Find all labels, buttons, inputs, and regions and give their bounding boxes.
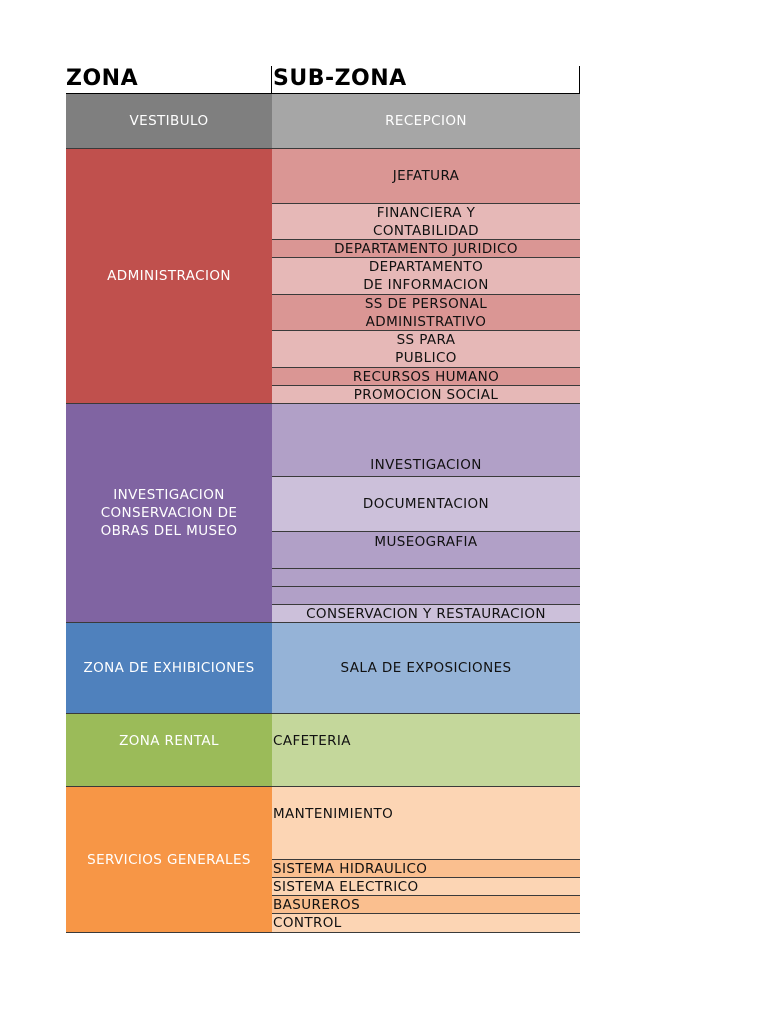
sub-mantenimiento: MANTENIMIENTO — [272, 787, 580, 860]
sub-conservacion-restauracion: CONSERVACION Y RESTAURACION — [272, 605, 580, 623]
sub-jefatura: JEFATURA — [272, 149, 580, 204]
sub-investigacion: INVESTIGACION — [272, 404, 580, 477]
sub-ss-personal: SS DE PERSONAL ADMINISTRATIVO — [272, 295, 580, 331]
header-divider — [271, 66, 272, 94]
zone-investigacion: INVESTIGACION CONSERVACION DE OBRAS DEL MUSEO — [66, 404, 272, 623]
zone-vestibulo: VESTIBULO — [66, 94, 272, 149]
sub-sistema-hidraulico: SISTEMA HIDRAULICO — [272, 860, 580, 878]
zone-servicios: SERVICIOS GENERALES — [66, 787, 272, 933]
sub-financiera: FINANCIERA Y CONTABILIDAD — [272, 204, 580, 240]
zone-rental: ZONA RENTAL — [66, 714, 272, 787]
zone-exhibiciones: ZONA DE EXHIBICIONES — [66, 623, 272, 714]
sub-documentacion: DOCUMENTACION — [272, 477, 580, 532]
sub-informacion: DEPARTAMENTO DE INFORMACION — [272, 258, 580, 295]
sub-juridico: DEPARTAMENTO JURIDICO — [272, 240, 580, 258]
sub-empty-2 — [272, 587, 580, 605]
sub-promocion-social: PROMOCION SOCIAL — [272, 386, 580, 404]
sub-zona-header: SUB-ZONA — [273, 66, 407, 91]
sub-basureros: BASUREROS — [272, 896, 580, 914]
sub-sala-exposiciones: SALA DE EXPOSICIONES — [272, 623, 580, 714]
zone-administracion: ADMINISTRACION — [66, 149, 272, 404]
sub-cafeteria: CAFETERIA — [272, 714, 580, 787]
sub-recepcion: RECEPCION — [272, 94, 580, 149]
zona-header: ZONA — [66, 66, 139, 91]
sub-recursos-humano: RECURSOS HUMANO — [272, 368, 580, 386]
sub-empty-1 — [272, 569, 580, 587]
sub-sistema-electrico: SISTEMA ELECTRICO — [272, 878, 580, 896]
sub-ss-publico: SS PARA PUBLICO — [272, 331, 580, 368]
sub-control: CONTROL — [272, 914, 580, 933]
sub-museografia: MUSEOGRAFIA — [272, 532, 580, 569]
header-right-border — [579, 66, 580, 94]
